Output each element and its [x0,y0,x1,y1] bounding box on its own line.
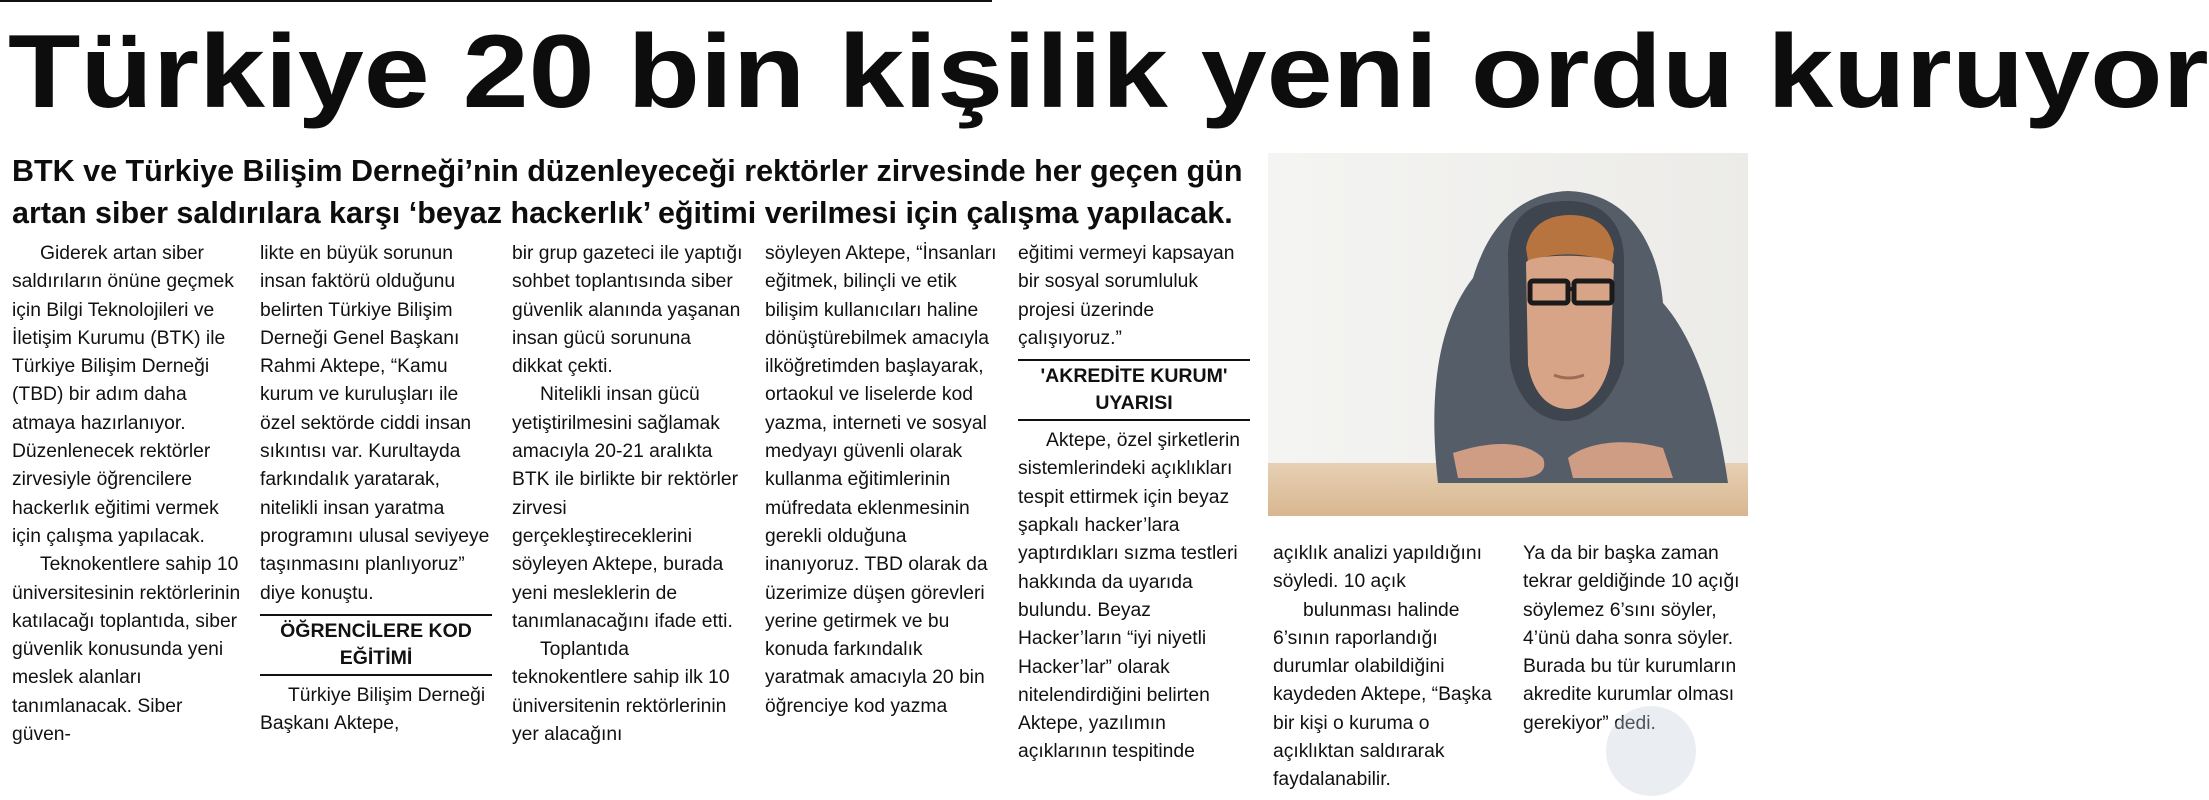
deck-line-1: BTK ve Türkiye Bilişim Derneği’nin düzenleyeceği rektörler zirvesinde her geçen gün [12,154,1243,188]
paragraph: eğitimi vermeyi kapsayan bir sosyal sorumluluk projesi üzerinde çalışıyoruz.” [1018,243,1235,349]
watermark-logo [1606,706,1696,796]
paragraph: Teknokentlere sahip 10 üniversitesinin rektörlerinin katılacağı toplantıda, siber güvenlik konusunda yeni meslek alanları tanımlanacak. Siber güven- [12,554,241,746]
deck-line-2: artan siber saldırılara karşı ‘beyaz hackerlık’ eğitimi verilmesi için çalışma yapılacak. [12,196,1233,230]
headline: Türkiye 20 bin kişilik yeni ordu kuruyor [8,14,2209,130]
paragraph: bulunması halinde 6’sının raporlandığı durumlar olabildiğini kaydeden Aktepe, “Başka bir kişi o kuruma o açıklıktan saldırarak faydalanabilir. [1273,599,1492,791]
column-2 [260,240,492,738]
paragraph: Aktepe, özel şirketlerin sistemlerindeki açıklıkları tespit ettirmek için beyaz şapkalı hacker’lara yaptırdıkları sızma testleri hakkında da uyarıda bulundu. Beyaz Hacker’ların “iyi niyetli Hacker’lar” olarak nitelendirdiğini belirten Aktepe, yazılımın açıklarının tespitinde [1018,430,1240,763]
deck [12,150,1262,234]
column-1 [12,240,244,749]
column-3 [512,240,744,749]
hacker-photo [1268,153,1748,516]
paragraph: bir grup gazeteci ile yaptığı sohbet toplantısında siber güvenlik alanında yaşanan insan gücü sorununa dikkat çekti. [512,243,743,378]
paragraph: likte en büyük sorunun insan faktörü olduğunu belirten Türkiye Bilişim Derneği Genel Başkanı Rahmi Aktepe, “Kamu kurum ve kuruluşları ile özel sektörde ciddi insan sıkıntısı var. Kurultayda farkındalık yaratarak, nitelikli insan yaratma programını ulusal seviyeye taşınmasını planlıyoruz” diye konuştu. [260,243,490,604]
column-6 [1273,540,1505,795]
subheading: ÖĞRENCİLERE KOD EĞİTİMİ [260,614,492,676]
hacker-illustration [1268,153,1748,516]
paragraph: Giderek artan siber saldırıların önüne geçmek için Bilgi Teknolojileri ve İletişim Kurumu (BTK) ile Türkiye Bilişim Derneği (TBD) bir adım daha atmaya hazırlanıyor. Düzenlenecek rektörler zirvesiyle öğrencilere hackerlık eğitimi vermek için çalışma yapılacak. [12,243,234,547]
column-5 [1018,240,1250,767]
paragraph: söyleyen Aktepe, “İnsanları eğitmek, bilinçli ve etik bilişim kullanıcıları haline dönüştürebilmek amacıyla ilköğretimden başlayarak, ortaokul ve liselerde kod yazma, interneti ve sosyal medyayı güvenli olarak kullanma eğitimlerinin müfredata eklenmesinin gerekli olduğuna inanıyoruz. TBD olarak da üzerimize düşen görevleri yerine getirmek ve bu konuda farkındalık yaratmak amacıyla 20 bin öğrenciye kod yazma [765,243,997,717]
paragraph: Türkiye Bilişim Derneği Başkanı Aktepe, [260,684,486,735]
paragraph: Ya da bir başka zaman tekrar geldiğinde 10 açığı söylemez 6’sını söyler, 4’ünü daha sonra söyler. Burada bu tür kurumların akredite kurumlar olması gerekiyor” dedi. [1523,543,1740,734]
paragraph: açıklık analizi yapıldığını söyledi. 10 açık [1273,543,1482,593]
paragraph: Nitelikli insan gücü yetiştirilmesini sağlamak amacıyla 20-21 aralıkta BTK ile birlikte bir rektörler zirvesi gerçekleştireceklerini söyleyen Aktepe, burada yeni mesleklerin de tanımlanacağını ifade etti. [512,384,739,632]
subheading: 'AKREDİTE KURUM' UYARISI [1018,359,1250,421]
column-4 [765,240,997,721]
paragraph: Toplantıda teknokentlere sahip ilk 10 üniversitenin rektörlerinin yer alacağını [512,639,730,746]
